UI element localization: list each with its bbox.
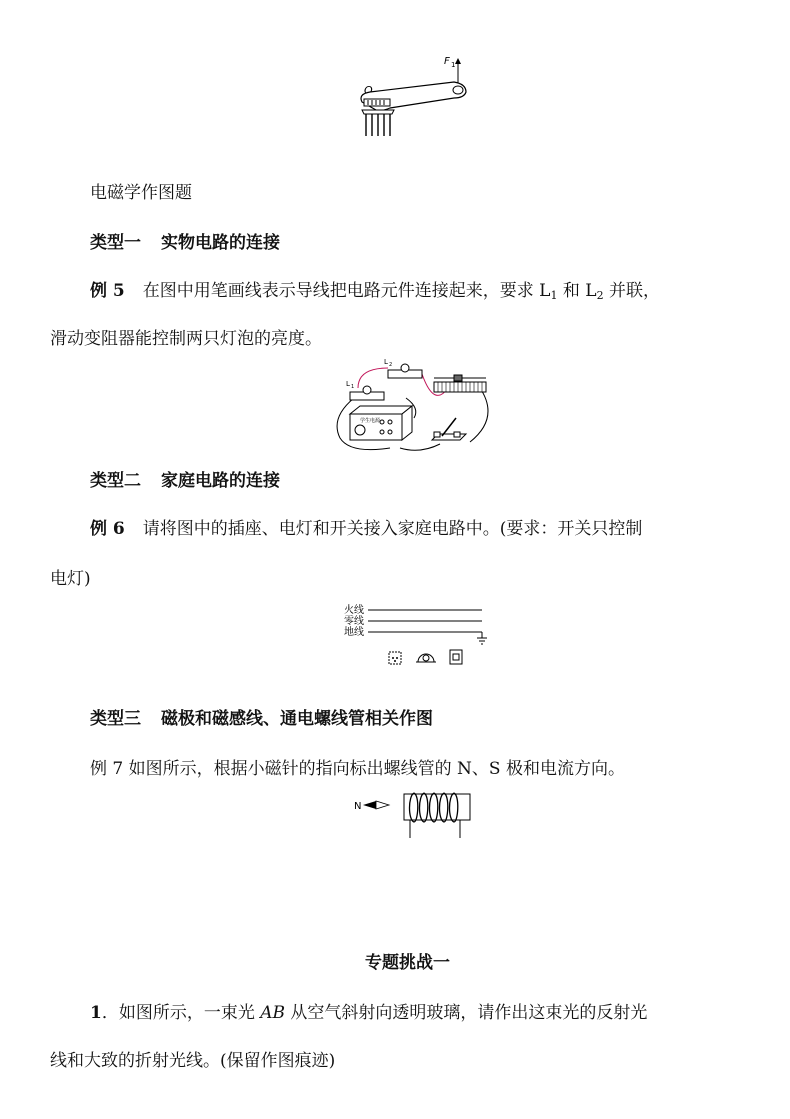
magnetic-needle-south (376, 801, 389, 809)
switch-symbol (450, 650, 462, 664)
example5-text-c: 并联， (603, 281, 660, 301)
example5-text-a: 在图中用笔画线表示导线把电路元件连接起来，要求 L (142, 281, 551, 301)
example5-line1 (90, 280, 660, 302)
lever-hole (453, 86, 463, 94)
power-knob (355, 425, 365, 435)
bottle-body (366, 114, 390, 136)
q1-text-a: ．如图所示，一束光 (101, 1003, 261, 1023)
example6-label: 例 6 (90, 519, 125, 539)
force-arrow-head (455, 58, 461, 64)
type3-label: 类型三 (90, 709, 141, 729)
example6-line2: 电灯) (50, 569, 91, 589)
lamp-l1-label: L (346, 380, 350, 388)
type2-label: 类型二 (90, 471, 141, 491)
example5-label: 例 5 (90, 281, 125, 301)
type3-heading (90, 708, 433, 730)
type1-label: 类型一 (90, 233, 141, 253)
q1-line1 (90, 1002, 647, 1024)
l1-sub: 1 (550, 289, 558, 302)
neutral-wire-label: 零线 (344, 616, 364, 627)
power-supply-label: 学生电源 (360, 418, 381, 424)
type1-heading (90, 232, 280, 254)
type2-heading (90, 470, 280, 492)
lamp-l2-bulb (401, 364, 409, 372)
magnetic-needle-north (363, 801, 376, 809)
circuit-figure (330, 358, 500, 456)
example7-text: 例 7 如图所示，根据小磁针的指向标出螺线管的 N、S 极和电流方向。 (90, 759, 625, 779)
wire-black-2 (400, 444, 440, 450)
bottle-neck (362, 110, 394, 114)
l2-sub: 2 (596, 289, 604, 302)
live-wire-label: 火线 (344, 605, 364, 616)
solenoid-figure (352, 792, 482, 840)
section-title: 电磁学作图题 (90, 183, 192, 203)
q1-text-b: 从空气斜射向透明玻璃，请作出这束光的反射光 (285, 1003, 648, 1023)
q1-ray-ab: AB (260, 1003, 286, 1023)
ground-wire-label: 地线 (344, 627, 364, 638)
lamp-l1-bulb (363, 386, 371, 394)
socket-symbol (389, 652, 401, 664)
type3-title: 磁极和磁感线、通电螺线管相关作图 (161, 709, 433, 729)
q1-line2: 线和大致的折射光线。(保留作图痕迹) (50, 1051, 336, 1071)
example5-line2: 滑动变阻器能控制两只灯泡的亮度。 (50, 329, 322, 349)
lamp-l2-sub: 2 (389, 362, 393, 368)
challenge-title: 专题挑战一 (365, 953, 450, 973)
example6-line1 (90, 518, 642, 540)
q1-number: 1 (90, 1003, 102, 1023)
lamp-symbol (416, 654, 436, 662)
needle-n-label: N (354, 801, 362, 812)
type1-title: 实物电路的连接 (161, 233, 280, 253)
type2-title: 家庭电路的连接 (161, 471, 280, 491)
lamp-l2-label: L (384, 358, 388, 366)
example6-text: 请将图中的插座、电灯和开关接入家庭电路中。(要求：开关只控制 (142, 519, 643, 539)
force-f1-label: F (444, 56, 450, 67)
household-circuit-figure (340, 602, 500, 670)
lamp-l1-sub: 1 (351, 384, 355, 390)
force-f1-sub: 1 (451, 61, 456, 69)
lever-figure (350, 50, 480, 140)
pivot-o-label: O (364, 84, 373, 97)
example5-text-b: 和 L (557, 281, 597, 301)
rheostat-slider (454, 375, 462, 381)
wire-black-3 (470, 388, 488, 442)
wire-pink-1 (358, 368, 388, 388)
